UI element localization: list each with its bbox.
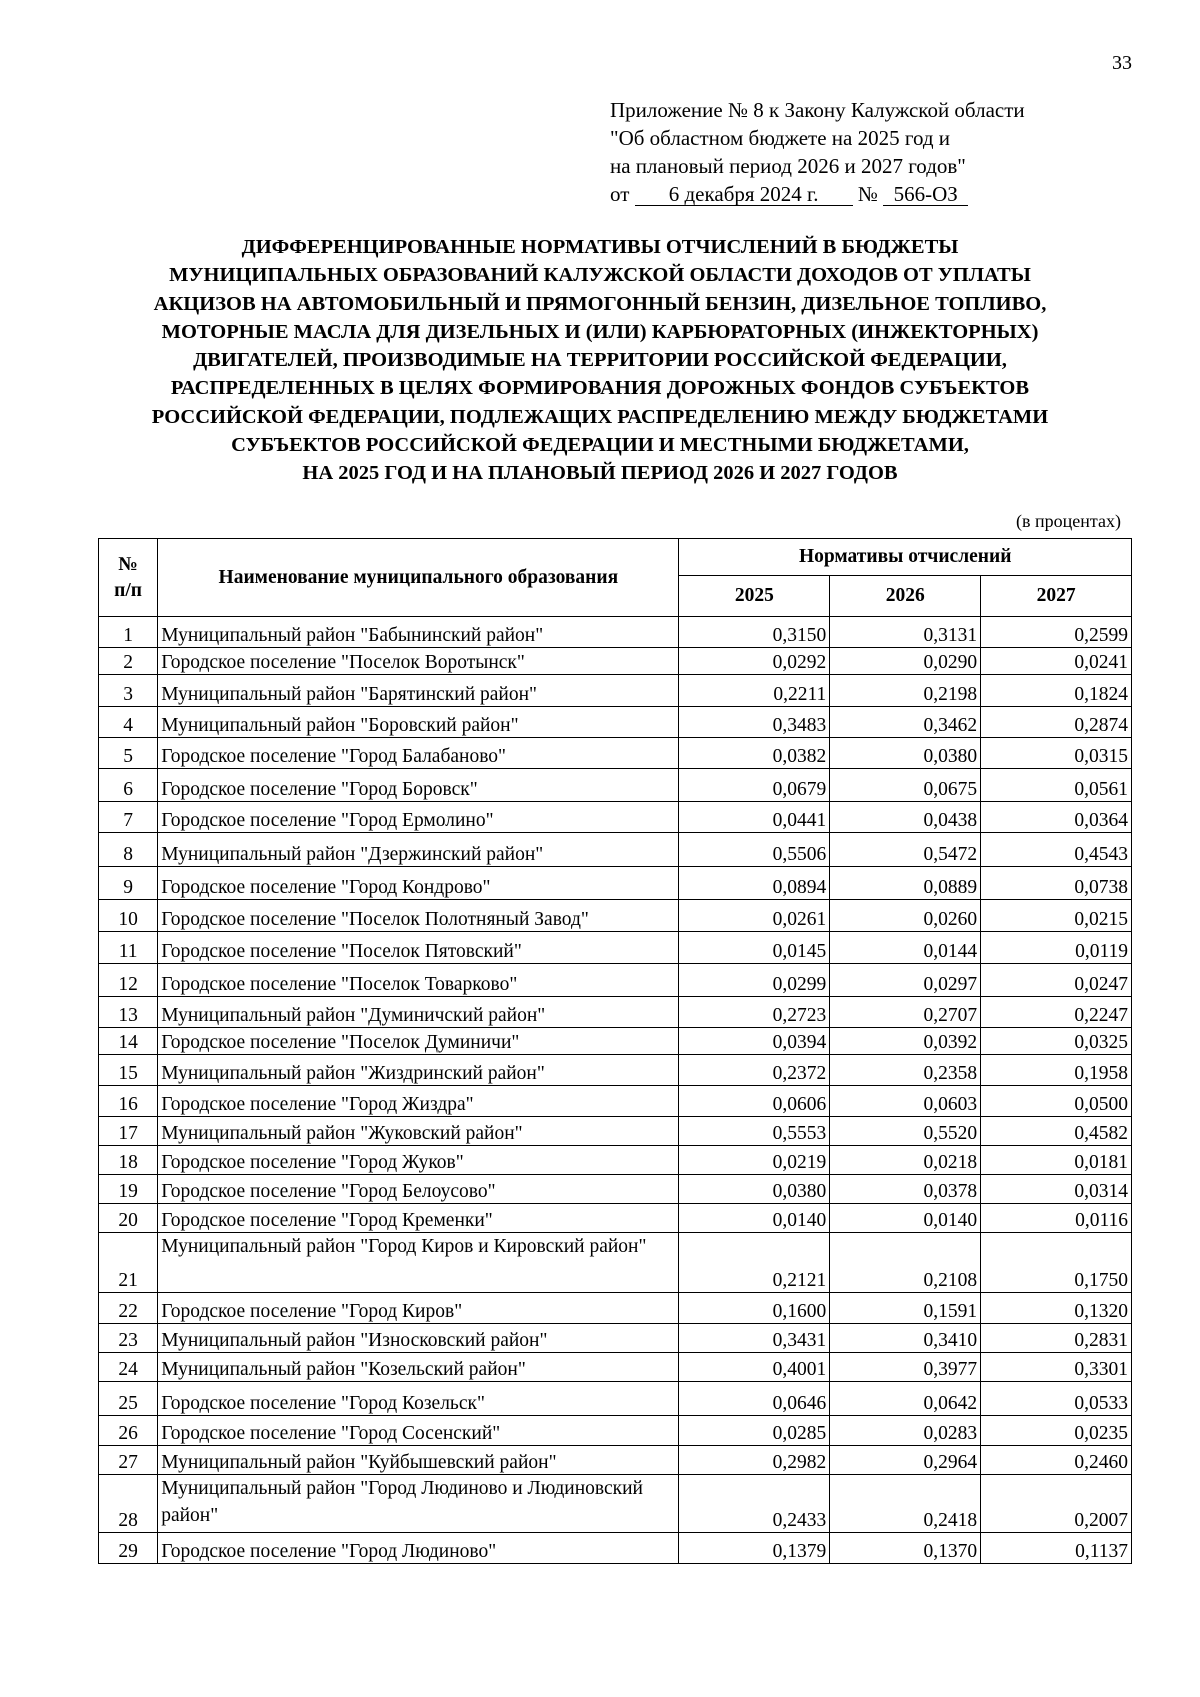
row-value-2027: 0,0738 <box>981 867 1132 900</box>
row-number: 8 <box>99 833 158 867</box>
row-value-2025: 0,0292 <box>679 648 830 675</box>
row-value-2025: 0,3431 <box>679 1324 830 1353</box>
row-value-2025: 0,0219 <box>679 1146 830 1175</box>
row-value-2026: 0,0380 <box>830 738 981 769</box>
row-name: Городское поселение "Город Ермолино" <box>158 802 679 833</box>
row-value-2027: 0,1824 <box>981 675 1132 707</box>
row-value-2025: 0,0140 <box>679 1204 830 1233</box>
row-value-2026: 0,3410 <box>830 1324 981 1353</box>
row-number: 24 <box>99 1353 158 1382</box>
row-name: Городское поселение "Город Кременки" <box>158 1204 679 1233</box>
table-row <box>99 900 1132 932</box>
row-value-2027: 0,0561 <box>981 769 1132 802</box>
row-value-2027: 0,0533 <box>981 1382 1132 1416</box>
row-name: Муниципальный район "Козельский район" <box>158 1353 679 1382</box>
unit-note: (в процентах) <box>1016 511 1121 531</box>
title-line: МУНИЦИПАЛЬНЫХ ОБРАЗОВАНИЙ КАЛУЖСКОЙ ОБЛАСТИ ДОХОДОВ ОТ УПЛАТЫ <box>169 264 1031 287</box>
row-number: 14 <box>99 1028 158 1055</box>
row-name: Муниципальный район "Боровский район" <box>158 707 679 738</box>
table-row <box>99 964 1132 997</box>
table-row <box>99 1117 1132 1146</box>
title-line: АКЦИЗОВ НА АВТОМОБИЛЬНЫЙ И ПРЯМОГОННЫЙ БЕНЗИН, ДИЗЕЛЬНОЕ ТОПЛИВО, <box>153 292 1047 315</box>
table-body <box>99 617 1132 1564</box>
table-row <box>99 617 1132 648</box>
row-name: Городское поселение "Поселок Товарково" <box>158 964 679 997</box>
row-value-2026: 0,0889 <box>830 867 981 900</box>
row-number: 16 <box>99 1086 158 1117</box>
row-number: 6 <box>99 769 158 802</box>
appendix-line-2: "Об областном бюджете на 2025 год и <box>610 126 951 150</box>
row-value-2025: 0,2121 <box>679 1233 830 1293</box>
row-number: 20 <box>99 1204 158 1233</box>
header-norms-group: Нормативы отчислений <box>679 539 1132 576</box>
row-number: 15 <box>99 1055 158 1086</box>
row-value-2025: 0,0679 <box>679 769 830 802</box>
row-number: 4 <box>99 707 158 738</box>
table-row <box>99 769 1132 802</box>
header-name: Наименование муниципального образования <box>158 539 679 617</box>
row-value-2026: 0,1591 <box>830 1293 981 1324</box>
document-title <box>60 233 1140 488</box>
row-value-2025: 0,2211 <box>679 675 830 707</box>
row-name: Городское поселение "Город Белоусово" <box>158 1175 679 1204</box>
row-value-2025: 0,2982 <box>679 1446 830 1475</box>
row-value-2026: 0,0675 <box>830 769 981 802</box>
row-name: Городское поселение "Поселок Пятовский" <box>158 932 679 964</box>
row-number: 7 <box>99 802 158 833</box>
row-name: Городское поселение "Город Балабаново" <box>158 738 679 769</box>
row-value-2027: 0,0364 <box>981 802 1132 833</box>
row-value-2026: 0,3462 <box>830 707 981 738</box>
row-number: 27 <box>99 1446 158 1475</box>
row-name: Муниципальный район "Бабынинский район" <box>158 617 679 648</box>
row-value-2025: 0,2723 <box>679 997 830 1028</box>
row-value-2025: 0,5553 <box>679 1117 830 1146</box>
header-year-2026: 2026 <box>830 576 981 617</box>
header-number-line-1: № <box>118 553 138 575</box>
row-value-2026: 0,0438 <box>830 802 981 833</box>
row-value-2025: 0,0646 <box>679 1382 830 1416</box>
row-name: Городское поселение "Город Сосенский" <box>158 1416 679 1446</box>
row-value-2026: 0,0218 <box>830 1146 981 1175</box>
row-value-2026: 0,3131 <box>830 617 981 648</box>
table-row <box>99 1204 1132 1233</box>
row-value-2026: 0,0378 <box>830 1175 981 1204</box>
row-number: 29 <box>99 1533 158 1564</box>
row-value-2027: 0,2247 <box>981 997 1132 1028</box>
row-value-2027: 0,4543 <box>981 833 1132 867</box>
row-value-2027: 0,2874 <box>981 707 1132 738</box>
title-line: РОССИЙСКОЙ ФЕДЕРАЦИИ, ПОДЛЕЖАЩИХ РАСПРЕДЕЛЕНИЮ МЕЖДУ БЮДЖЕТАМИ <box>151 405 1049 428</box>
row-value-2026: 0,0144 <box>830 932 981 964</box>
table-row <box>99 1293 1132 1324</box>
table-row <box>99 802 1132 833</box>
row-value-2026: 0,2358 <box>830 1055 981 1086</box>
row-value-2027: 0,0500 <box>981 1086 1132 1117</box>
row-value-2027: 0,0325 <box>981 1028 1132 1055</box>
row-value-2025: 0,0894 <box>679 867 830 900</box>
row-value-2025: 0,0285 <box>679 1416 830 1446</box>
row-number: 17 <box>99 1117 158 1146</box>
table-row <box>99 833 1132 867</box>
header-number-line-2: п/п <box>114 579 143 601</box>
row-value-2026: 0,0140 <box>830 1204 981 1233</box>
row-value-2025: 0,5506 <box>679 833 830 867</box>
row-name: Городское поселение "Поселок Думиничи" <box>158 1028 679 1055</box>
table-row <box>99 867 1132 900</box>
row-value-2027: 0,4582 <box>981 1117 1132 1146</box>
row-value-2025: 0,0394 <box>679 1028 830 1055</box>
row-value-2026: 0,0297 <box>830 964 981 997</box>
row-value-2026: 0,3977 <box>830 1353 981 1382</box>
table-row <box>99 1086 1132 1117</box>
row-value-2025: 0,0261 <box>679 900 830 932</box>
row-value-2027: 0,2599 <box>981 617 1132 648</box>
title-line: МОТОРНЫЕ МАСЛА ДЛЯ ДИЗЕЛЬНЫХ И (ИЛИ) КАРБЮРАТОРНЫХ (ИНЖЕКТОРНЫХ) <box>161 320 1039 343</box>
table-row <box>99 707 1132 738</box>
table-row <box>99 1533 1132 1564</box>
row-value-2025: 0,3483 <box>679 707 830 738</box>
appendix-header <box>610 96 1025 208</box>
row-value-2026: 0,2108 <box>830 1233 981 1293</box>
row-name: Городское поселение "Город Жиздра" <box>158 1086 679 1117</box>
row-number: 11 <box>99 932 158 964</box>
table-row <box>99 648 1132 675</box>
row-value-2026: 0,5520 <box>830 1117 981 1146</box>
row-value-2027: 0,0116 <box>981 1204 1132 1233</box>
row-number: 10 <box>99 900 158 932</box>
row-value-2025: 0,4001 <box>679 1353 830 1382</box>
row-value-2026: 0,2198 <box>830 675 981 707</box>
appendix-line-1: Приложение № 8 к Закону Калужской области <box>610 98 1025 122</box>
row-value-2025: 0,3150 <box>679 617 830 648</box>
table-row <box>99 997 1132 1028</box>
table-row <box>99 1146 1132 1175</box>
row-number: 3 <box>99 675 158 707</box>
row-name: Муниципальный район "Думиничский район" <box>158 997 679 1028</box>
appendix-line-3: на плановый период 2026 и 2027 годов" <box>610 154 966 178</box>
header-year-2025: 2025 <box>679 576 830 617</box>
row-value-2026: 0,0603 <box>830 1086 981 1117</box>
row-value-2026: 0,0392 <box>830 1028 981 1055</box>
row-number: 12 <box>99 964 158 997</box>
row-value-2026: 0,0642 <box>830 1382 981 1416</box>
row-value-2025: 0,0606 <box>679 1086 830 1117</box>
date-prefix: от <box>610 182 630 206</box>
law-date: 6 декабря 2024 г. <box>635 183 853 206</box>
row-name: Муниципальный район "Барятинский район" <box>158 675 679 707</box>
table-row <box>99 1382 1132 1416</box>
row-name: Городское поселение "Город Жуков" <box>158 1146 679 1175</box>
row-value-2027: 0,2831 <box>981 1324 1132 1353</box>
row-name: Муниципальный район "Жуковский район" <box>158 1117 679 1146</box>
table-row <box>99 1028 1132 1055</box>
row-value-2025: 0,1600 <box>679 1293 830 1324</box>
row-value-2027: 0,0241 <box>981 648 1132 675</box>
row-number: 9 <box>99 867 158 900</box>
row-name: Муниципальный район "Город Людиново и Людиновский район" <box>158 1475 679 1533</box>
table-row <box>99 1055 1132 1086</box>
row-value-2026: 0,2964 <box>830 1446 981 1475</box>
row-number: 2 <box>99 648 158 675</box>
row-value-2027: 0,3301 <box>981 1353 1132 1382</box>
row-value-2027: 0,2007 <box>981 1475 1132 1533</box>
row-number: 21 <box>99 1233 158 1293</box>
row-name: Муниципальный район "Город Киров и Кировский район" <box>158 1233 679 1293</box>
row-value-2027: 0,0119 <box>981 932 1132 964</box>
row-value-2027: 0,0235 <box>981 1416 1132 1446</box>
row-value-2025: 0,1379 <box>679 1533 830 1564</box>
row-name: Городское поселение "Поселок Воротынск" <box>158 648 679 675</box>
row-number: 23 <box>99 1324 158 1353</box>
row-value-2025: 0,2433 <box>679 1475 830 1533</box>
row-value-2026: 0,5472 <box>830 833 981 867</box>
row-number: 26 <box>99 1416 158 1446</box>
table-row <box>99 675 1132 707</box>
header-year-2027: 2027 <box>981 576 1132 617</box>
header-number <box>99 539 158 617</box>
title-line: СУБЪЕКТОВ РОССИЙСКОЙ ФЕДЕРАЦИИ И МЕСТНЫМИ БЮДЖЕТАМИ, <box>231 434 969 457</box>
row-number: 19 <box>99 1175 158 1204</box>
row-name: Городское поселение "Город Людиново" <box>158 1533 679 1564</box>
row-number: 22 <box>99 1293 158 1324</box>
row-name: Муниципальный район "Куйбышевский район" <box>158 1446 679 1475</box>
row-name: Муниципальный район "Износковский район" <box>158 1324 679 1353</box>
row-value-2027: 0,0181 <box>981 1146 1132 1175</box>
table-row <box>99 1324 1132 1353</box>
row-value-2026: 0,0283 <box>830 1416 981 1446</box>
number-prefix: № <box>857 182 878 206</box>
table-row <box>99 738 1132 769</box>
row-name: Муниципальный район "Дзержинский район" <box>158 833 679 867</box>
appendix-date-line <box>610 180 1025 208</box>
row-value-2026: 0,2707 <box>830 997 981 1028</box>
row-value-2027: 0,0247 <box>981 964 1132 997</box>
row-name: Городское поселение "Город Боровск" <box>158 769 679 802</box>
row-name: Городское поселение "Город Козельск" <box>158 1382 679 1416</box>
row-name: Городское поселение "Поселок Полотняный Завод" <box>158 900 679 932</box>
row-value-2027: 0,2460 <box>981 1446 1132 1475</box>
row-value-2027: 0,1958 <box>981 1055 1132 1086</box>
row-value-2026: 0,1370 <box>830 1533 981 1564</box>
title-line: ДВИГАТЕЛЕЙ, ПРОИЗВОДИМЫЕ НА ТЕРРИТОРИИ РОССИЙСКОЙ ФЕДЕРАЦИИ, <box>193 349 1007 372</box>
row-name: Муниципальный район "Жиздринский район" <box>158 1055 679 1086</box>
row-value-2025: 0,0299 <box>679 964 830 997</box>
row-number: 13 <box>99 997 158 1028</box>
title-line: НА 2025 ГОД И НА ПЛАНОВЫЙ ПЕРИОД 2026 И 2027 ГОДОВ <box>302 462 898 485</box>
row-number: 25 <box>99 1382 158 1416</box>
row-number: 1 <box>99 617 158 648</box>
row-value-2025: 0,2372 <box>679 1055 830 1086</box>
table-row <box>99 1475 1132 1533</box>
row-value-2026: 0,2418 <box>830 1475 981 1533</box>
table-header-row <box>99 539 1132 576</box>
table-row <box>99 1353 1132 1382</box>
page-number: 33 <box>1112 52 1132 74</box>
row-name: Городское поселение "Город Киров" <box>158 1293 679 1324</box>
row-value-2027: 0,1137 <box>981 1533 1132 1564</box>
norms-table <box>98 538 1132 1564</box>
row-value-2027: 0,0315 <box>981 738 1132 769</box>
row-value-2025: 0,0380 <box>679 1175 830 1204</box>
table-row <box>99 932 1132 964</box>
row-value-2027: 0,0215 <box>981 900 1132 932</box>
row-number: 18 <box>99 1146 158 1175</box>
row-name: Городское поселение "Город Кондрово" <box>158 867 679 900</box>
table-row <box>99 1175 1132 1204</box>
row-value-2026: 0,0260 <box>830 900 981 932</box>
row-value-2025: 0,0145 <box>679 932 830 964</box>
table-row <box>99 1416 1132 1446</box>
row-value-2026: 0,0290 <box>830 648 981 675</box>
row-value-2027: 0,1750 <box>981 1233 1132 1293</box>
title-line: ДИФФЕРЕНЦИРОВАННЫЕ НОРМАТИВЫ ОТЧИСЛЕНИЙ В БЮДЖЕТЫ <box>241 236 959 258</box>
row-value-2027: 0,0314 <box>981 1175 1132 1204</box>
table-row <box>99 1233 1132 1293</box>
row-value-2027: 0,1320 <box>981 1293 1132 1324</box>
row-number: 28 <box>99 1475 158 1533</box>
title-line: РАСПРЕДЕЛЕННЫХ В ЦЕЛЯХ ФОРМИРОВАНИЯ ДОРОЖНЫХ ФОНДОВ СУБЪЕКТОВ <box>170 377 1030 400</box>
row-value-2025: 0,0382 <box>679 738 830 769</box>
row-number: 5 <box>99 738 158 769</box>
law-number: 566-ОЗ <box>883 183 968 206</box>
table-row <box>99 1446 1132 1475</box>
row-value-2025: 0,0441 <box>679 802 830 833</box>
